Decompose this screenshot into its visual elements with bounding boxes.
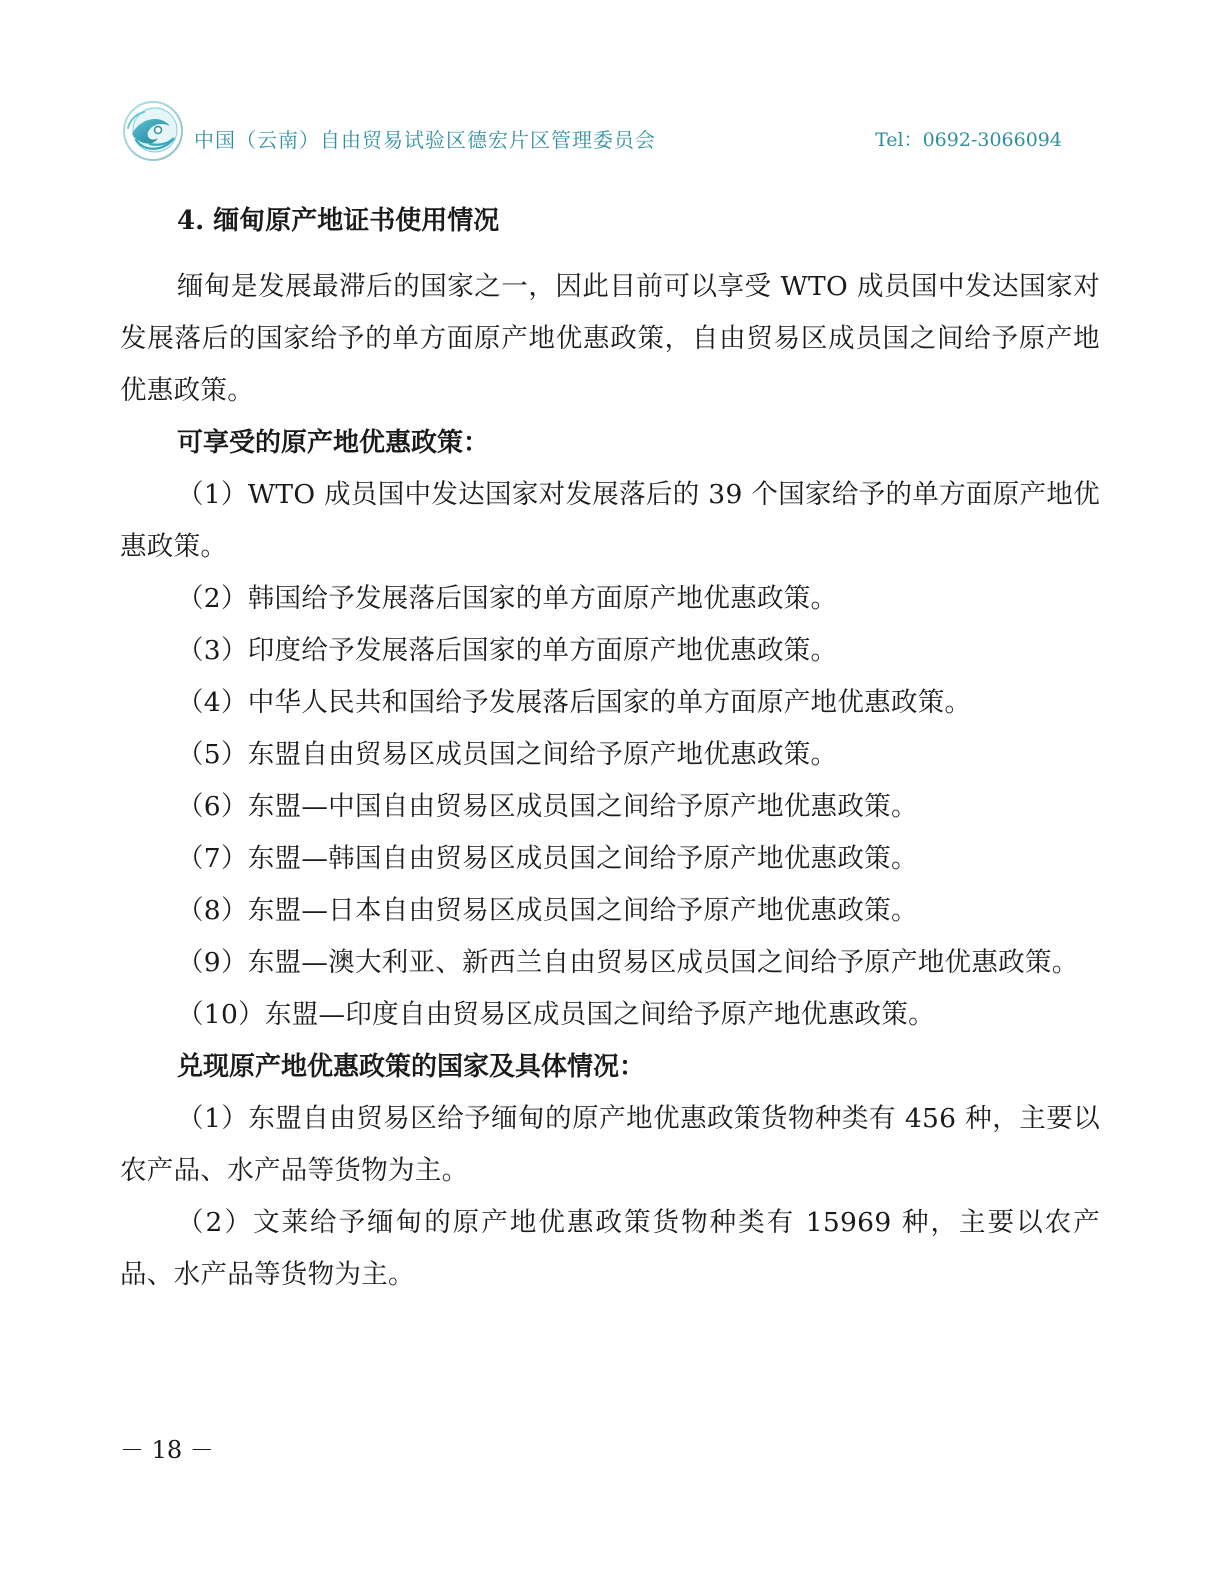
policy-item: （5）东盟自由贸易区成员国之间给予原产地优惠政策。 <box>177 739 838 770</box>
policy-item: （8）东盟—日本自由贸易区成员国之间给予原产地优惠政策。 <box>177 895 918 926</box>
policy-item: （3）印度给予发展落后国家的单方面原产地优惠政策。 <box>177 635 838 666</box>
page-header <box>122 100 1082 170</box>
policy-item: （1）WTO 成员国中发达国家对发展落后的 39 个国家给予的单方面原产地优惠政策。 <box>120 479 1100 562</box>
policy-item: （2）韩国给予发展落后国家的单方面原产地优惠政策。 <box>177 583 838 614</box>
policy-item: （6）东盟—中国自由贸易区成员国之间给予原产地优惠政策。 <box>177 791 918 822</box>
policy-item: （9）东盟—澳大利亚、新西兰自由贸易区成员国之间给予原产地优惠政策。 <box>177 947 1079 978</box>
policy-item: （10）东盟—印度自由贸易区成员国之间给予原产地优惠政策。 <box>177 999 935 1030</box>
realized-item: （2）文莱给予缅甸的原产地优惠政策货物种类有 15969 种，主要以农产品、水产品等货物为主。 <box>120 1207 1100 1290</box>
organization-name: 中国（云南）自由贸易试验区德宏片区管理委员会 <box>194 128 656 152</box>
realized-subheading: 兑现原产地优惠政策的国家及具体情况： <box>177 1052 646 1082</box>
telephone-number: Tel：0692-3066094 <box>875 129 1062 151</box>
section-heading: 4. 缅甸原产地证书使用情况 <box>177 206 500 236</box>
policy-item: （7）东盟—韩国自由贸易区成员国之间给予原产地优惠政策。 <box>177 843 918 874</box>
intro-paragraph: 缅甸是发展最滞后的国家之一，因此目前可以享受 WTO 成员国中发达国家对发展落后的国家给予的单方面原产地优惠政策，自由贸易区成员国之间给予原产地优惠政策。 <box>120 271 1100 406</box>
policies-subheading: 可享受的原产地优惠政策： <box>177 428 490 458</box>
policy-item: （4）中华人民共和国给予发展落后国家的单方面原产地优惠政策。 <box>177 687 972 718</box>
document-body <box>120 195 1100 1301</box>
realized-item: （1）东盟自由贸易区给予缅甸的原产地优惠政策货物种类有 456 种，主要以农产品、水产品等货物为主。 <box>120 1103 1100 1186</box>
page-number: － 18 － <box>120 1436 214 1464</box>
wave-swirl-logo-icon <box>122 100 184 162</box>
